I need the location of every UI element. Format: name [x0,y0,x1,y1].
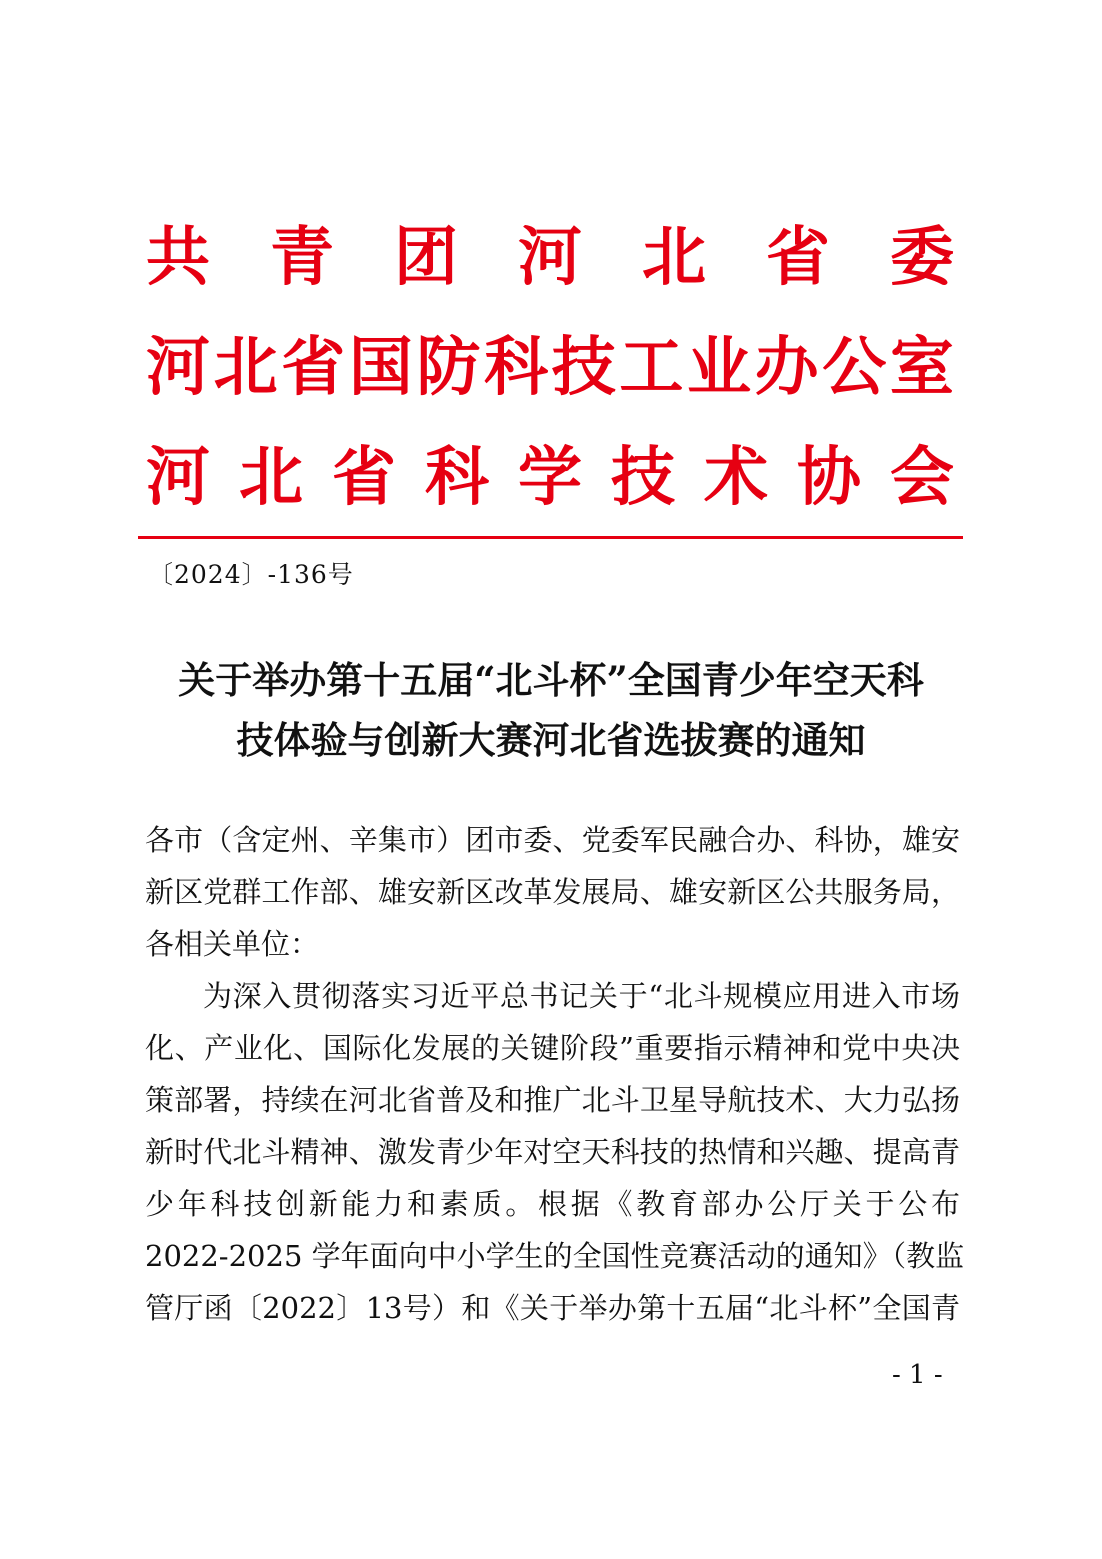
paragraph-line: 2022-2025 学年面向中小学生的全国性竞赛活动的通知》（教监 [145,1239,965,1273]
paragraph-line: 管厅函〔2022〕13号）和《关于举办第十五届“北斗杯”全国青 [145,1291,960,1325]
body-paragraph [145,970,965,1334]
issuer-char: 防 [416,331,481,405]
issuer-char: 室 [889,331,954,405]
issuer-line-1 [146,218,954,298]
salutation-line: 新区党群工作部、雄安新区改革发展局、雄安新区公共服务局， [145,875,960,909]
issuer-char: 术 [704,441,768,515]
salutation-line: 各相关单位： [145,927,320,961]
document-number: 〔2024〕-136号 [148,560,354,589]
paragraph-line: 新时代北斗精神、激发青少年对空天科技的热情和兴趣、提高青 [145,1135,960,1169]
title-line-2: 技体验与创新大赛河北省选拔赛的通知 [236,718,866,762]
issuer-char: 北 [213,331,278,405]
red-separator-line [138,536,963,539]
paragraph-line: 化、产业化、国际化发展的关键阶段”重要指示精神和党中央决 [145,1031,960,1065]
issuer-char: 科 [425,441,489,515]
issuer-char: 河 [146,441,210,515]
paragraph-line: 少年科技创新能力和素质。根据《教育部办公厅关于公布 [145,1187,960,1221]
issuer-char: 省 [332,441,396,515]
issuer-char: 公 [822,331,887,405]
issuer-char: 河 [146,331,210,405]
issuer-char: 业 [687,331,751,405]
issuer-char: 学 [518,441,582,515]
salutation [145,814,960,970]
paragraph-line: 为深入贯彻落实习近平总书记关于“北斗规模应用进入市场 [203,979,960,1013]
issuer-char: 北 [239,441,303,515]
page-number: - 1 - [892,1360,943,1390]
issuer-char: 共 [146,221,210,295]
issuer-line-2 [146,328,954,408]
issuer-char: 工 [619,331,684,405]
issuer-char: 办 [754,331,819,405]
issuer-char: 委 [890,221,954,295]
paragraph-line: 策部署，持续在河北省普及和推广北斗卫星导航技术、大力弘扬 [145,1083,960,1117]
issuer-char: 科 [484,331,549,405]
issuer-char: 技 [551,331,616,405]
issuer-char: 团 [394,221,458,295]
issuer-char: 省 [281,331,346,405]
salutation-line: 各市（含定州、辛集市）团市委、党委军民融合办、科协，雄安 [145,823,960,857]
issuer-char: 北 [642,221,706,295]
issuer-char: 青 [270,221,334,295]
issuer-char: 河 [518,221,582,295]
issuer-char: 省 [766,221,830,295]
title-line-1: 关于举办第十五届“北斗杯”全国青少年空天科 [178,658,924,702]
issuer-char: 协 [797,441,861,515]
issuer-char: 会 [890,441,954,515]
issuer-char: 技 [611,441,675,515]
issuer-char: 国 [348,331,413,405]
document-title [120,650,982,770]
issuer-line-3 [146,438,954,518]
